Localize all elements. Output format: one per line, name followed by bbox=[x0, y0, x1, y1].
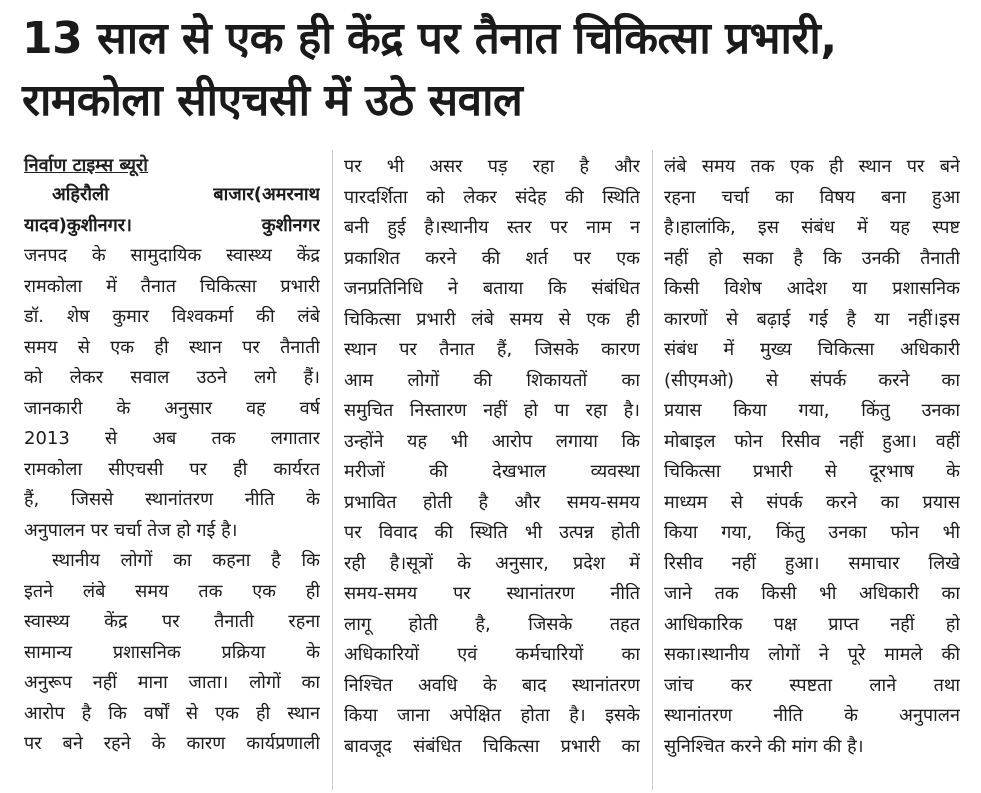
text-line: मोबाइल फोन रिसीव नहीं हुआ। वहीं bbox=[664, 430, 960, 452]
text-line: स्थान पर तैनात हैं, जिसके कारण bbox=[344, 339, 640, 360]
text-line: रामकोला में तैनात चिकित्सा प्रभारी bbox=[24, 275, 320, 297]
text-line: लागू होती है, जिसके तहत bbox=[344, 613, 640, 635]
text-line: अनुरूप नहीं माना जाता। लोगों का bbox=[24, 672, 320, 693]
column-divider bbox=[652, 150, 653, 790]
text-line: यादव)कुशीनगर। कुशीनगर bbox=[24, 214, 320, 236]
text-line: समुचित निस्तारण नहीं हो पा रहा है। bbox=[344, 400, 640, 421]
headline-line-2: रामकोला सीएचसी में उठे सवाल bbox=[22, 75, 523, 126]
text-line: संबंध में मुख्य चिकित्सा अधिकारी bbox=[664, 339, 960, 360]
text-line: रिसीव नहीं हुआ। समाचार लिखे bbox=[664, 552, 960, 574]
text-line: प्रभावित होती है और समय-समय bbox=[344, 491, 640, 513]
text-line: रही है।सूत्रों के अनुसार, प्रदेश में bbox=[344, 552, 640, 574]
text-line: स्थानांतरण नीति के अनुपालन bbox=[664, 705, 960, 726]
headline-line-1: 13 साल से एक ही केंद्र पर तैनात चिकित्सा प्रभारी, bbox=[22, 13, 837, 64]
text-line: चिकित्सा प्रभारी लंबे समय से एक ही bbox=[344, 308, 640, 330]
text-line: (सीएमओ) से संपर्क करने का bbox=[664, 369, 960, 391]
text-line: पारदर्शिता को लेकर संदेह की स्थिति bbox=[344, 186, 640, 208]
text-line: उन्होंने यह भी आरोप लगाया कि bbox=[344, 430, 640, 452]
text-line: सका।स्थानीय लोगों ने पूरे मामले की bbox=[664, 644, 960, 665]
text-line: रहना चर्चा का विषय बना हुआ bbox=[664, 186, 960, 208]
text-line: को लेकर सवाल उठने लगे हैं। bbox=[24, 367, 320, 388]
text-line: समय-समय पर स्थानांतरण नीति bbox=[344, 583, 640, 604]
text-line: प्रकाशित करने की शर्त पर एक bbox=[344, 247, 640, 269]
article-column-2 bbox=[344, 152, 640, 762]
text-line: समय से एक ही स्थान पर तैनाती bbox=[24, 336, 320, 358]
column-divider bbox=[332, 150, 333, 790]
text-line: प्रयास किया गया, किंतु उनका bbox=[664, 400, 960, 421]
text-line: है।हालांकि, इस संबंध में यह स्पष्ट bbox=[664, 217, 960, 238]
text-line: चिकित्सा प्रभारी से दूरभाष के bbox=[664, 461, 960, 482]
text-line: आरोप है कि वर्षों से एक ही स्थान bbox=[24, 702, 320, 724]
text-line: जानकारी के अनुसार वह वर्ष bbox=[24, 397, 320, 419]
text-line: सुनिश्चित करने की मांग की है। bbox=[664, 735, 864, 757]
text-line: बावजूद संबंधित चिकित्सा प्रभारी का bbox=[344, 735, 640, 757]
text-line: स्वास्थ्य केंद्र पर तैनाती रहना bbox=[24, 611, 320, 632]
text-line: हैं, जिससे स्थानांतरण नीति के bbox=[24, 489, 320, 510]
text-line: इतने लंबे समय तक एक ही bbox=[24, 580, 320, 602]
text-line: जनप्रतिनिधि ने बताया कि संबंधित bbox=[344, 278, 640, 299]
text-line: किसी विशेष आदेश या प्रशासनिक bbox=[664, 278, 960, 299]
text-line: स्थानीय लोगों का कहना है कि bbox=[52, 550, 320, 571]
text-line: आम लोगों की शिकायतों का bbox=[344, 369, 640, 391]
text-line: अधिकारियों एवं कर्मचारियों का bbox=[344, 644, 640, 665]
article-column-3 bbox=[664, 152, 960, 762]
text-line: लंबे समय तक एक ही स्थान पर बने bbox=[664, 156, 960, 177]
text-line: रामकोला सीएचसी पर ही कार्यरत bbox=[24, 458, 320, 480]
text-line: पर भी असर पड़ रहा है और bbox=[344, 156, 640, 177]
text-line: बनी हुई है।स्थानीय स्तर पर नाम न bbox=[344, 217, 640, 238]
text-line: माध्यम से संपर्क करने का प्रयास bbox=[664, 491, 960, 513]
text-line: डॉ. शेष कुमार विश्वकर्मा की लंबे bbox=[24, 306, 320, 327]
text-line: पर विवाद की स्थिति भी उत्पन्न होती bbox=[344, 522, 640, 543]
byline: निर्वाण टाइम्स ब्यूरो bbox=[24, 155, 148, 176]
text-line: जांच कर स्पष्टता लाने तथा bbox=[664, 674, 960, 696]
text-line: पर बने रहने के कारण कार्यप्रणाली bbox=[24, 733, 320, 754]
article-column-1 bbox=[24, 152, 320, 760]
text-line: सामान्य प्रशासनिक प्रक्रिया के bbox=[24, 641, 320, 663]
text-line: जाने तक किसी भी अधिकारी का bbox=[664, 583, 960, 604]
headline bbox=[22, 8, 962, 132]
text-line: नहीं हो सका है कि उनकी तैनाती bbox=[664, 247, 960, 269]
text-line: किया गया, किंतु उनका फोन भी bbox=[664, 522, 960, 543]
text-line: निश्चित अवधि के बाद स्थानांतरण bbox=[344, 674, 640, 696]
text-line: मरीजों की देखभाल व्यवस्था bbox=[344, 461, 640, 482]
text-line: अनुपालन पर चर्चा तेज हो गई है। bbox=[24, 519, 238, 541]
text-line: किया जाना अपेक्षित होता है। इसके bbox=[344, 705, 640, 726]
text-line: जनपद के सामुदायिक स्वास्थ्य केंद्र bbox=[24, 245, 320, 266]
text-line: कारणों से बढ़ाई गई है या नहीं।इस bbox=[664, 308, 960, 330]
dateline: अहिरौली बाजार(अमरनाथ bbox=[52, 184, 320, 205]
text-line: आधिकारिक पक्ष प्राप्त नहीं हो bbox=[664, 613, 960, 635]
text-line: 2013 से अब तक लगातार bbox=[24, 428, 320, 449]
